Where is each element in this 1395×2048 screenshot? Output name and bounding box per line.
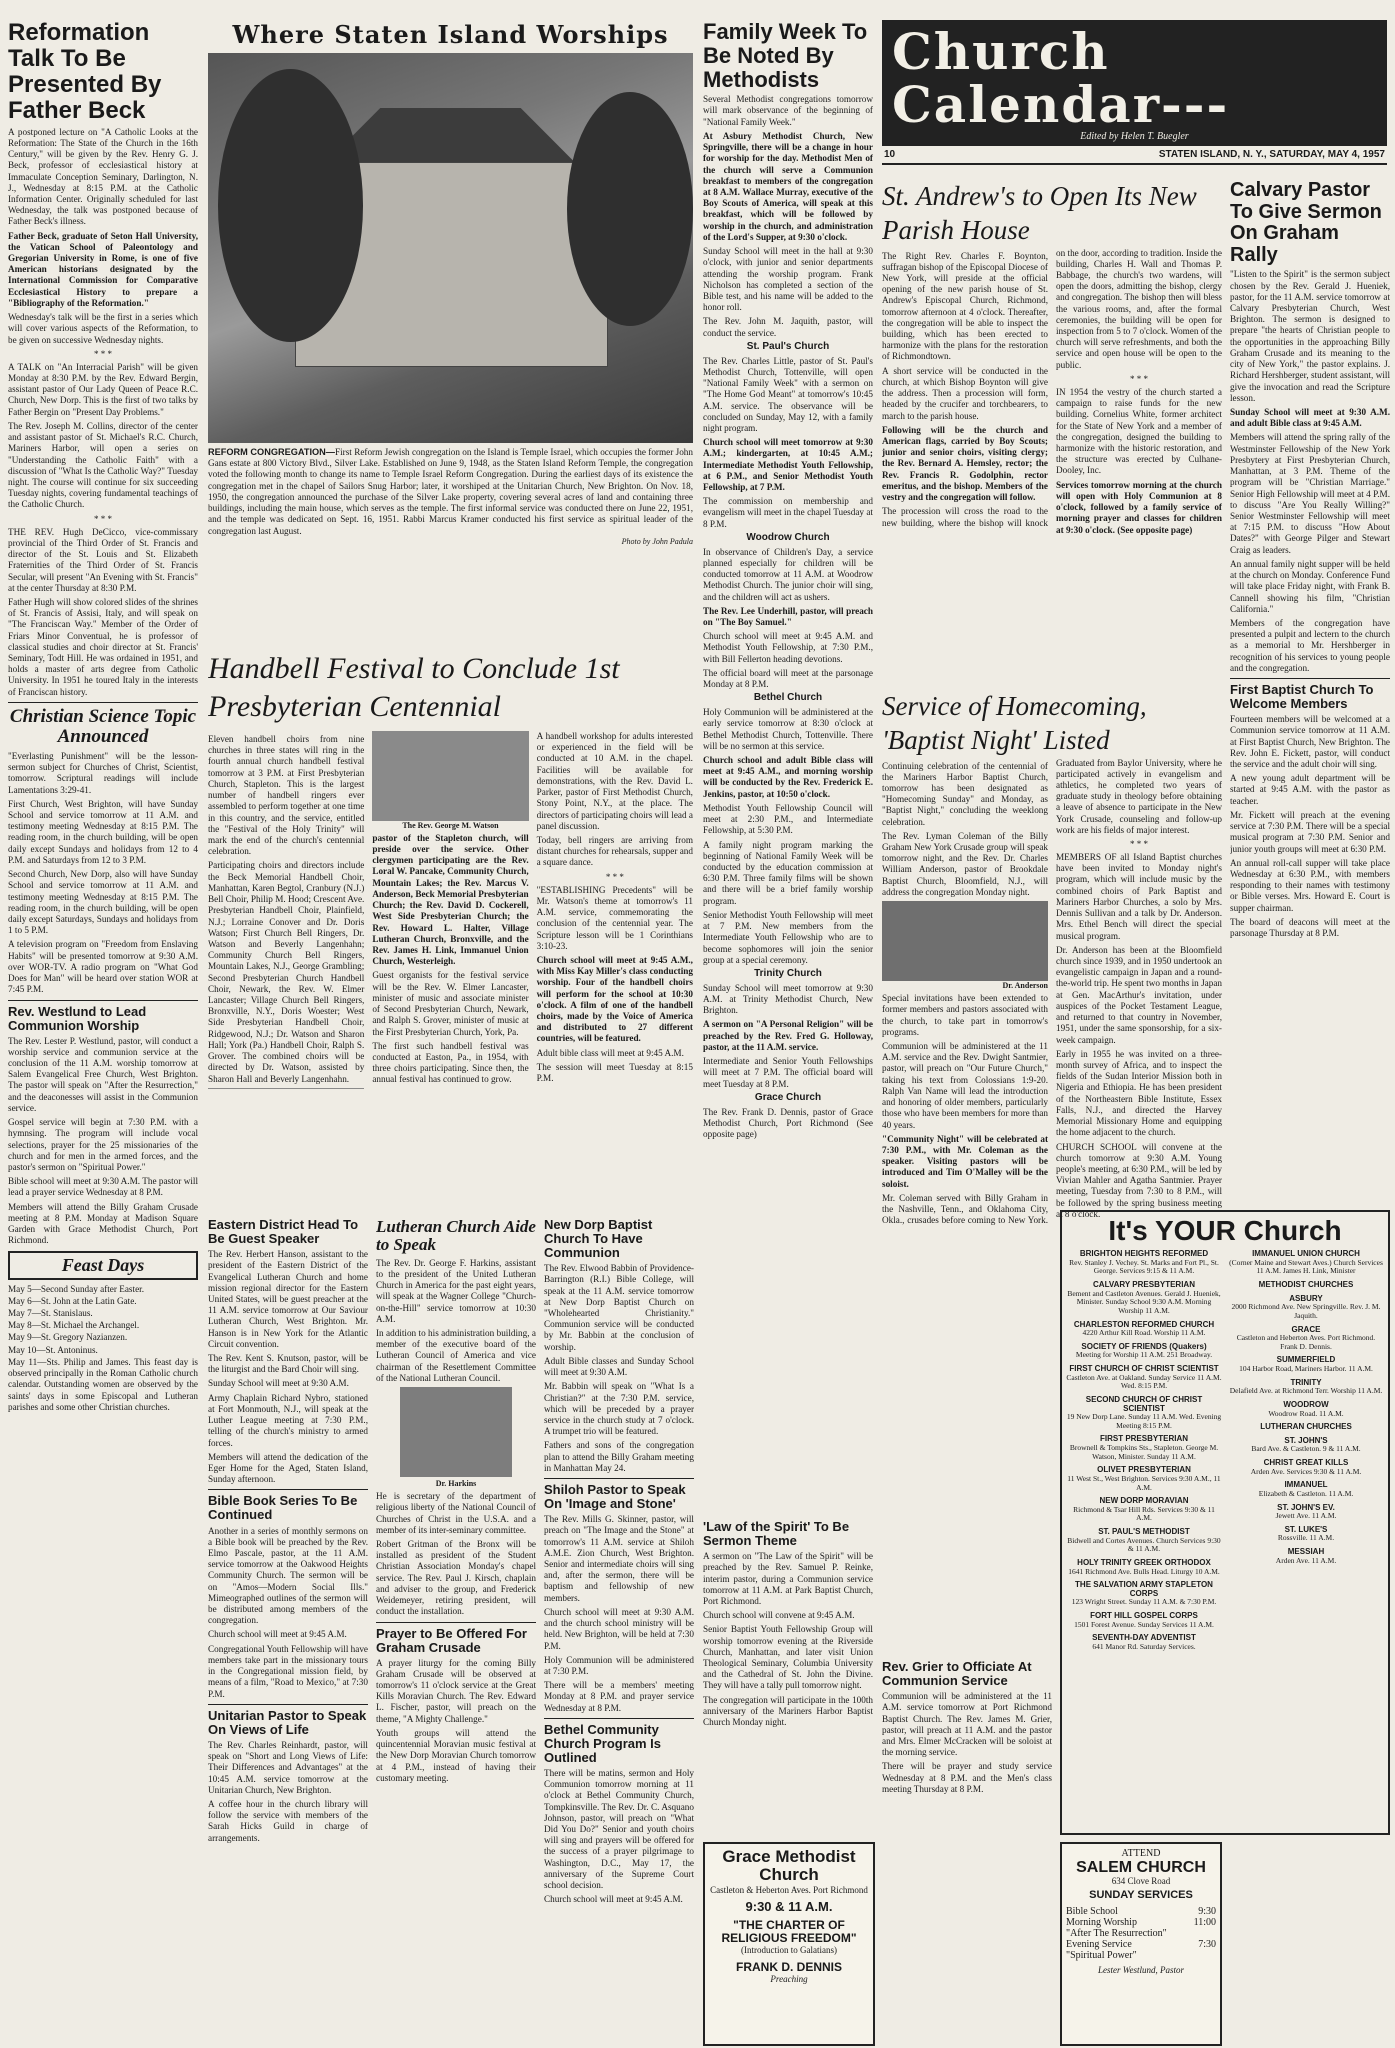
directory-entry-info: Bard Ave. & Castleton. 9 & 11 A.M. [1251,1444,1361,1454]
column-3-lower [376,1218,536,2038]
st-andrews-p2: A short service will be conducted in the church, at which Bishop Boynton will give the address. Then a procession will form, headed by the crucifer and torchbearers, to march to the parish house. [882,365,1048,421]
first-baptist-p4: An annual roll-call supper will take place Wednesday at 6:30 P.M., with members responding to their names with testimony or Bible verses. Mrs. Howard E. Court is supper chairman. [1230,857,1390,913]
salem-service-label: "Spiritual Power" [1066,1950,1137,1962]
st-andrews-p3: Following will be the church and American flags, carried by Boy Scouts; junior and senior choirs, visiting clergy; the Rev. Bernard A. Hemsley, rector; the Rev. Francis R. Godolphin, rector emeritus, and the bishop. Members of the vestry and the congregation will follow. [882,424,1048,503]
directory-entry-name: LUTHERAN CHURCHES [1260,1422,1352,1432]
handbell-story [208,650,693,1210]
homecoming-headline: Service of Homecoming, 'Baptist Night' Listed [882,691,1147,755]
directory-entry-info: Castleton Ave. at Oakland. Sunday Service 11 A.M. Wed. 8:15 P.M. [1066,1372,1222,1391]
shiloh-p3: Holy Communion will be administered at 7:30 P.M. [544,1654,694,1676]
feast-day-item: May 10—St. Antoninus. [8,1344,98,1355]
grier-headline: Rev. Grier to Officiate At Communion Service [882,1660,1032,1689]
directory-left-list [1066,1250,1222,1656]
directory-entry-name: NEW DORP MORAVIAN [1099,1496,1189,1506]
family-week-p11: The official board will meet at the parsonage Monday at 8 P.M. [703,667,873,690]
divider [1230,678,1390,679]
calvary-p4: An annual family night supper will be held at the church on Monday. Conference Fund will take place Friday night, with Frank B. Cannell showing his film, "Christian California." [1230,558,1390,614]
harkins-portrait [400,1387,512,1477]
photo-caption-lead: REFORM CONGREGATION— [208,447,335,457]
divider [208,1489,368,1490]
directory-entry-name: IMMANUEL [1284,1480,1328,1490]
st-andrews-p4: The procession will cross the road to the new building, where the bishop will knock on the door, according to tradition. Inside the building, Charles H. Wall and Thomas P. Babbage, the church's two wardens, will open the doors, admitting the bishop, clergy and congregation. The bishop then will bless the various rooms, and, after the formal ceremonies, the building will be open for inspection from 5 to 7 o'clock. Women of the church will serve refreshments, and both the service and open house will be open to the public. [882,247,1222,528]
directory-entry [1228,1356,1384,1373]
grace-ad-sermon: "THE CHARTER OF RELIGIOUS FREEDOM" [721,1917,857,1945]
column-2-lower [208,1218,368,2038]
directory-entry-name: CALVARY PRESBYTERIAN [1093,1280,1195,1290]
eastern-p5: Members will attend the dedication of the Eger Home for the Aged, Staten Island, Sunday afternoon. [208,1451,368,1485]
directory-entry-info: Woodrow Road. 11 A.M. [1268,1408,1344,1418]
handbell-p7: Today, bell ringers are arriving from distant churches for rehearsals, supper and a square dance. [536,834,693,868]
church-directory [1060,1210,1390,1835]
divider [8,1000,198,1001]
unitarian-p1: The Rev. Charles Reinhardt, pastor, will speak on "Short and Long Views of Life: Their Differences and Advantages" at the 10:45 A.M. service tomorrow at the Unitarian Church, New Brighton. [208,1739,368,1795]
salem-service-time: 7:30 [1198,1939,1216,1951]
reformation-p6: THE REV. Hugh DeCicco, vice-commissary provincial of the Third Order of St. Francis and director of the St. Louis and St. Elizabeth Fraternities of the Third Order of St. Francis Secular, will present "An Evening with St. Francis" at the center Thursday at 8:30 P.M. [8,526,198,593]
sub-st-pauls: St. Paul's Church [746,340,830,352]
directory-entry-name: IMMANUEL UNION CHURCH [1252,1249,1360,1259]
directory-entry [1228,1423,1384,1432]
bethel-p1: There will be matins, sermon and Holy Communion tomorrow morning at 11 o'clock at Bethel Community Church, Tompkinsville. The Rev. Dr. C. Asquano Johnson, pastor, will preach on "What Did You Do?" Senior and youth choirs will sing and prayers will be offered for the success of a prayer pilgrimage to Washington, D.C., May 17, the anniversary of the Supreme Court school decision. [544,1767,694,1891]
feast-days-headline: Feast Days [61,1254,145,1275]
directory-entry-name: BRIGHTON HEIGHTS REFORMED [1079,1249,1209,1259]
directory-entry [1066,1528,1222,1554]
westlund-p1: The Rev. Lester P. Westlund, pastor, will conduct a worship service and communion service at the conclusion of the 11 A.M. worship tomorrow at Salem Evangelical Free Church, West Brighton. The pastor will speak on "After the Resurrection," and the deaconesses will assist in the Communion service. [8,1035,198,1113]
directory-entry [1066,1281,1222,1316]
law-of-spirit-p2: Church school will convene at 9:45 A.M. [703,1610,855,1621]
salem-service-row [1066,1928,1216,1939]
eastern-p2: The Rev. Kent S. Knutson, pastor, will be the liturgist and the Bard Choir will sing. [208,1353,368,1375]
salem-pastor: Lester Westlund, Pastor [1098,1965,1184,1976]
grace-ad-name: Grace Methodist Church [722,1847,856,1885]
tree [567,92,693,326]
salem-service-time: 11:00 [1193,1917,1216,1929]
bible-book-headline: Bible Book Series To Be Continued [208,1493,358,1523]
prayer-crusade-headline: Prayer to Be Offered For Graham Crusade [376,1625,527,1655]
lutheran-p1: The Rev. Dr. George F. Harkins, assistant to the president of the United Lutheran Church in America for the past eight years, will speak at the Wagner College "Church-on-the-Hill" service tomorrow at 10:30 A.M. [376,1257,536,1324]
homecoming-body [882,758,1222,1227]
directory-entry [1228,1548,1384,1565]
calvary-headline: Calvary Pastor To Give Sermon On Graham Rally [1230,180,1382,266]
directory-entry-name: TRINITY [1290,1377,1322,1387]
family-week-p19: Intermediate and Senior Youth Fellowships will meet at 7 P.M. The official board will meet Tuesday at 8 P.M. [703,1056,873,1089]
anderson-portrait [882,901,1048,981]
directory-entry-info: Rev. Stanley J. Vechey. St. Marks and Fort Pl., St. George. Services 9:15 & 11 A.M. [1069,1257,1219,1276]
salem-service-time: 9:30 [1198,1906,1216,1918]
directory-entry [1066,1466,1222,1492]
directory-entry [1228,1295,1384,1321]
law-of-spirit-p4: The congregation will participate in the 100th anniversary of the Mariners Harbor Baptist Church Monday night. [703,1694,873,1728]
eastern-p4: Army Chaplain Richard Nybro, stationed at Fort Monmouth, N.J., will speak at the Luther League meeting at 7:30 P.M., telling of the church's ministry to armed forces. [208,1392,368,1448]
bethel-headline: Bethel Community Church Program Is Outlined [544,1721,662,1765]
temple-israel-photo [208,53,693,443]
family-week-headline: Family Week To Be Noted By Methodists [703,20,868,92]
handbell-body [208,731,693,1088]
directory-entry-name: CHRIST GREAT KILLS [1263,1458,1349,1468]
family-week-p13: Church school and adult Bible class will meet at 9:45 A.M., and morning worship will be conducted by the Rev. Frederick E. Jenkins, pastor, at 10:50 o'clock. [703,755,873,799]
directory-entry-info: Rossville. 11 A.M. [1277,1533,1335,1543]
st-andrews-p5: IN 1954 the vestry of the church started a campaign to raise funds for the new building. Cornelius White, former architect for the State of New York and a member of the congregation, designed the building to harmonize with the historic restoration, and the structure was erected by Culhane-Dooley, Inc. [1056,386,1222,476]
directory-entry-name: FIRST CHURCH OF CHRIST SCIENTIST [1069,1364,1219,1374]
eastern-p3: Sunday School will meet at 9:30 A.M. [208,1378,349,1389]
prayer-crusade-p1: A prayer liturgy for the coming Billy Graham Crusade will be observed at tomorrow's 11 o'clock service at the Great Kills Moravian Church. The Rev. Edward L. Fischer, pastor, will preach on the theme, "A Mighty Challenge." [376,1657,536,1724]
christian-science-p2: First Church, West Brighton, will have Sunday School and service tomorrow at 11 A.M. and testimony meeting Wednesday at 8:15 P.M. The reading room, in the church building, will be open daily except Sundays and holidays from 12 to 4 P.M. and Saturdays from 12 to 3 P.M. [8,798,198,865]
separator: * * * [1130,373,1148,384]
directory-entry [1066,1497,1222,1523]
directory-entry-info: 641 Manor Rd. Saturday Services. [1092,1641,1196,1651]
photo-caption [208,447,693,537]
shiloh-p2: Church school will meet at 9:30 A.M. and the church school ministry will be held. New Brighton, will be held at 7:30 P.M. [544,1606,694,1651]
handbell-p10: Adult bible class will meet at 9:45 A.M. [536,1047,684,1058]
photo-caption-text: First Reform Jewish congregation on the Island is Temple Israel, which occupies the former John Gans estate at 800 Victory Blvd., Silver Lake. Established on June 9, 1948, as the Staten Island Reform Temple, the congregation voted the following month to change its name to Temple Israel Reform Congregation. During the earliest days of its existence the congregation met in the chapel of Sailors Snug Harbor; later, it worshiped at the Unitarian Church, New Brighton. On Nov. 18, 1950, the congregation announced the purchase of the Silver Lake property, covering several acres of land and containing three buildings, including the main house, which serves as the temple. The first informal service was conducted there on June 22, 1951, and the temple was dedicated on Sept. 16, 1951. Rabbi Marcus Kramer conducted his first service as spiritual leader of the congregation last August. [208,447,693,536]
directory-entry-info: Arden Ave. Services 9:30 & 11 A.M. [1250,1466,1362,1476]
handbell-p6: A handbell workshop for adults interested or experienced in the field will be conducted at 10 A.M. in the chapel. Facilities will be available for demonstrations, with the Rev. David L. Parker, pastor of First Methodist Church, Stony Point, N.Y., at the place. The directors of participating choirs will lead a panel discussion. [536,731,693,831]
salem-service-list [1066,1906,1216,1961]
divider [8,702,198,703]
directory-entry [1066,1250,1222,1276]
homecoming-p4: Communion will be administered at the 11 A.M. service and the Rev. Dwight Santmier, pastor, will preach on "Our Future Church," taking his text from Colossians 1:9-20. Ralph Van Name will lead the introduction and honoring of older members, particularly those who have been members for more than 40 years. [882,1041,1048,1130]
salem-name: SALEM CHURCH [1076,1859,1206,1876]
column-4-lower [544,1218,694,2038]
homecoming-p9: Early in 1955 he was invited on a three-month survey of Africa, and to inspect the fields of the Sudan Interior Mission both in Nigeria and Ethiopia. He has been president of the Northeastern Bible Institute, Essex Falls, N.J., and directed the Harvey Memorial Missionary Home and equipping the home adjacent to the church. [1056,1048,1222,1138]
westlund-headline: Rev. Westlund to Lead Communion Worship [8,1003,147,1033]
family-week-p10: Church school will meet at 9:45 A.M. and Methodist Youth Fellowship, at 7:30 P.M., with Bill Fellerton heading devotions. [703,631,873,664]
lutheran-p3: He is secretary of the department of religious liberty of the National Council of Churches of Christ in the U.S.A. and a member of its inter-seminary committee. [376,1491,536,1535]
handbell-p3: pastor of the Stapleton church, will preside over the service. Other clergymen participating are the Rev. Loral W. Pancake, Community Church, Mountain Lakes; the Rev. Marcus V. Anderson, Beck Memorial Presbyterian Church; the Rev. David D. Cockerell, West Side Presbyterian Church; the Rev. Howard L. Halter, Village Lutheran Church, Bronxville, and the Rev. James H. Link, Immanuel Union Church, Westerleigh. [372,832,529,967]
homecoming-p8: Dr. Anderson has been at the Bloomfield church since 1939, and in 1950 undertook an evangelistic campaign in Japan and a round-the-world trip. He spent two months in Japan at Gen. MacArthur's invitation, under auspices of the Pocket Testament League, and returned to that country in November, 1951, under the same sponsorship, for a six-week campaign. [1056,944,1222,1045]
law-of-spirit-p3: Senior Baptist Youth Fellowship Group will worship tomorrow evening at the Riverside Church, Manhattan, and later visit Union Theological Seminary, Columbia University and the Cathedral of St. John the Divine. They will have a tally pull tomorrow night. [703,1624,873,1691]
directory-entry-info: Jewett Ave. 11 A.M. [1275,1511,1337,1521]
directory-entry [1228,1459,1384,1476]
st-andrews-p6: Services tomorrow morning at the church will open with Holy Communion at 8 o'clock, followed by a family service of morning prayer and classes for children at 9:30 o'clock. (See opposite page) [1056,479,1222,535]
masthead-editor: Edited by Helen T. Buegler [1080,131,1189,142]
column-left [8,20,198,2042]
photo-credit: Photo by John Padula [621,536,693,546]
salem-service-label: Morning Worship [1066,1917,1137,1929]
handbell-p8: "ESTABLISHING Precedents" will be Mr. Watson's theme at tomorrow's 11 A.M. service, commemorating the conclusion of the centennial year. The Scripture lesson will be 1 Corinthians 3:10-23. [536,884,693,951]
lutheran-p2: In addition to his administration building, a member of the executive board of the Lutheran Council of America and vice chairman of the Resettlement Committee of the National Lutheran Council. [376,1328,536,1383]
lutheran-p4: Robert Gritman of the Bronx will be installed as president of the Student Christian Association Monday's chapel service. The Rev. Paul J. Kirsch, chaplain and adviser to the group, and Frederick Weidemeyer, retiring president, will conduct the installation. [376,1539,536,1617]
reformation-p4: A TALK on "An Interracial Parish" will be given Monday at 8:30 P.M. by the Rev. Edward Bergin, assistant pastor of Our Lady Queen of Peace R.C. Church, New Dorp. This is the first of two talks by Father Bergin on "Present Day Problems." [8,361,198,417]
homecoming-story [882,690,1222,1255]
directory-right-list [1228,1250,1384,1656]
law-of-spirit-headline: 'Law of the Spirit' To Be Sermon Theme [703,1520,850,1549]
shiloh-p4: There will be a members' meeting Monday at 8 P.M. and prayer service Wednesday at 8 P.M. [544,1680,694,1713]
family-week-p15: A family night program marking the beginning of National Family Week will be conducted by the education commission at 6:30 P.M. Three family films will be shown and there will be a brief family worship program. [703,839,873,906]
directory-entry-info: Castleton and Heberton Aves. Port Richmond. Frank D. Dennis. [1236,1333,1376,1351]
christian-science-headline: Christian Science Topic Announced [9,705,197,748]
family-week-p9: The Rev. Lee Underhill, pastor, will preach on "The Boy Samuel." [703,605,873,628]
directory-entry [1228,1326,1384,1352]
grace-ad-sermon-note: (Introduction to Galatians) [741,1944,837,1955]
homecoming-p5: "Community Night" will be celebrated at 7:30 P.M., with Mr. Coleman as the speaker. Visiting pastors will be introduced and Tim O'Malley will be the soloist. [882,1133,1048,1189]
first-baptist-p2: A new young adult department will be started at 9:45 A.M. with the pastor as teacher. [1230,773,1390,806]
family-week-p7: The commission on membership and evangelism will meet in the chapel Tuesday at 8 P.M. [703,496,873,529]
law-of-spirit-story [703,1520,873,1820]
grace-methodist-ad [703,1842,875,2046]
directory-entry-info: Richmond & Tsar Hill Rds. Services 9:30 & 11 A.M. [1073,1504,1215,1523]
new-dorp-baptist-p3: Mr. Babbin will speak on "What Is a Christian?" at the 7:30 P.M. service, which will be preceded by a prayer service in the church study at 7 o'clock. A trumpet trio will be featured. [544,1381,694,1437]
directory-entry-info: 104 Harbor Road, Mariners Harbor. 11 A.M. [1239,1364,1373,1374]
directory-entry-info: 2000 Richmond Ave. New Springville. Rev. J. M. Jaquith. [1231,1302,1381,1320]
reformation-p7: Father Hugh will show colored slides of the shrines of St. Francis of Assisi, Italy, and will speak on "The Franciscan Way." Member of the Order of Friars Minor Conventual, he is professor of classical studies and choir director at St. Francis' Seminary, Todt Hill. He was ordained in 1951, and holds a master of arts degree from Catholic University. In 1951 he toured Italy in the interests of Franciscan history. [8,596,198,697]
bible-book-p1: Another in a series of monthly sermons on a Bible book will be preached by the Rev. Elmo Pascale, pastor, at the 11 A.M. service tomorrow at the Oakwood Heights Community Church. The sermon will be on "Amos—Modern Social Ills." Mimeographed outlines of the sermon will be distributed among members of the congregation. [208,1525,368,1626]
salem-service-label: Bible School [1066,1906,1118,1918]
divider [544,1718,694,1719]
grace-ad-address: Castleton & Heberton Aves. Port Richmond [710,1884,868,1895]
reformation-p2: Father Beck, graduate of Seton Hall University, the Vatican School of Paleontology and Gregorian University in Rome, is one of five American historians designated by the International Commission for Comparative Ecclesiastical History to prepare a "Bibliography of the Reformation." [8,230,198,308]
sub-woodrow: Woodrow Church [746,531,830,543]
directory-entry [1228,1526,1384,1543]
divider [544,1478,694,1479]
new-dorp-baptist-headline: New Dorp Baptist Church To Have Communion [544,1218,653,1261]
directory-entry-info: (Corner Maine and Stewart Aves.) Church Services 11 A.M. James H. Link, Minister [1229,1257,1383,1276]
directory-entry-info: Delafield Ave. at Richmond Terr. Worship 11 A.M. [1229,1386,1383,1396]
directory-entry-name: WOODROW [1283,1399,1329,1409]
directory-entry [1228,1437,1384,1454]
directory-entry-info: 1501 Forest Avenue. Sunday Services 11 A.M. [1074,1619,1214,1629]
unitarian-headline: Unitarian Pastor to Speak On Views of Life [208,1707,367,1737]
family-week-p6: Church school will meet tomorrow at 9:30 A.M.; kindergarten, at 10:45 A.M.; Intermediate Methodist Youth Fellowship, at 6 P.M., and Senior Methodist Youth Fellowship, at 7 P.M. [703,437,873,493]
masthead [882,20,1387,190]
salem-service-label: "After The Resurrection" [1066,1928,1167,1940]
christian-science-p4: A television program on "Freedom from Enslaving Habits" will be presented tomorrow at 9:30 A.M. over WOR-TV. A radio program on "What God Does for Man" will be heard over station WOR at 7:45 P.M. [8,939,198,995]
handbell-p9: Church school will meet at 9:45 A.M., with Miss Kay Miller's class conducting worship. Four of the handbell choirs will perform for the school at 10:30 o'clock. A film of one of the handbell choirs, made by the Voice of America and distributed to 27 different countries, will be featured. [536,954,693,1044]
first-baptist-p5: The board of deacons will meet at the parsonage Thursday at 8 P.M. [1230,916,1390,939]
homecoming-p6: Mr. Coleman served with Billy Graham in the Nashville, Tenn., and Oklahoma City, Okla., crusades before coming to New York. Graduated from Baylor University, where he participated actively in evangelism and athletics, he completed two years of graduate study in theology before obtaining a leave of absence to participate in the New York Crusade, counseling and follow-up work are his fields of major interest. [882,757,1222,1226]
directory-entry-info: Meeting for Worship 11 A.M. 251 Broadway. [1075,1350,1213,1360]
directory-entry-info: 123 Wright Street. Sunday 11 A.M. & 7:30 P.M. [1071,1597,1217,1607]
christian-science-p3: Second Church, New Dorp, also will have Sunday School and service tomorrow at 11 A.M. and testimony meeting Wednesday at 8:15 P.M. The reading room, in the church building, will be open daily except Saturdays, Sundays and holidays from 1 to 5 P.M. [8,869,198,936]
calvary-p5: Members of the congregation have presented a pulpit and lectern to the church as a memorial to Mr. Hershberger in recognition of his services to young people and the congregation. [1230,617,1390,673]
westlund-p3: Bible school will meet at 9:30 A.M. The pastor will lead a prayer service Wednesday at 8 P.M. [8,1176,198,1198]
anderson-caption: Dr. Anderson [1002,981,1048,991]
page-number: 10 [884,149,896,160]
reformation-p5: The Rev. Joseph M. Collins, director of the center and assistant pastor of St. Michael's R.C. Church, Mariners Harbor, will open a series on "Understanding the Catholic Faith" with a discussion of "What Is the Catholic Way?" Tuesday night. The course will continue for six succeeding Tuesday nights, covering fundamental teachings of the Catholic Church. [8,420,198,510]
directory-entry-name: GRACE [1291,1324,1321,1334]
directory-entry-name: SOCIETY OF FRIENDS (Quakers) [1081,1341,1207,1351]
directory-entry-name: MESSIAH [1287,1547,1325,1557]
watson-caption: The Rev. George M. Watson [402,820,499,830]
directory-entry [1066,1435,1222,1461]
reformation-p3: Wednesday's talk will be the first in a series which will cover various aspects of the Reformation, to be given on successive Wednesday nights. [8,312,198,345]
family-week-p20: The Rev. Frank D. Dennis, pastor of Grace Methodist Church, Port Richmond (See opposite page) [703,1106,873,1139]
sub-grace: Grace Church [754,1091,822,1103]
directory-entry-info: 1641 Richmond Ave. Bulls Head. Liturgy 10 A.M. [1068,1566,1220,1576]
salem-service-row [1066,1939,1216,1950]
family-week-p18: A sermon on "A Personal Religion" will be preached by the Rev. Fred G. Holloway, pastor, at the 11 A.M. service. [703,1019,873,1052]
handbell-headline: Handbell Festival to Conclude 1st Presbyterian Centennial [208,652,620,723]
directory-entry [1228,1250,1384,1276]
feast-days-box [8,1251,198,1280]
separator: * * * [605,871,624,882]
directory-entry-info: Bidwell and Cortes Avenues. Church Services 9:30 & 11 A.M. [1067,1535,1221,1554]
directory-entry-name: SECOND CHURCH OF CHRIST SCIENTIST [1085,1394,1203,1413]
grace-ad-preacher-role: Preaching [770,1973,808,1984]
first-baptist-p1: Fourteen members will be welcomed at a Communion service tomorrow at 11 A.M. at First Baptist Church, New Brighton. The Rev. John E. Fickett, pastor, will conduct the service and the adult choir will sing. [1230,714,1390,769]
masthead-banner [882,20,1387,146]
directory-entry-info: Bement and Castleton Avenues. Gerald J. Hueniek, Minister. Sunday School 9:30 A.M. Morning Worship 11 A.M. [1067,1288,1221,1315]
new-dorp-baptist-p4: Fathers and sons of the congregation plan to attend the Billy Graham meeting in Manhattan May 24. [544,1440,694,1473]
directory-entry-name: ST. LUKE'S [1284,1524,1328,1534]
directory-entry-info: Brownell & Tompkins Sts., Stapleton. George M. Watson, Minister. Sunday 11 A.M. [1069,1443,1219,1461]
feast-day-item: May 11—Sts. Philip and James. This feast day is observed principally in the Roman Catholic church calendar. Outstanding women are observed by the saints' days in some Episcopal and Lutheran parishes and some other Christian churches. [8,1356,198,1412]
grier-p1: Communion will be administered at the 11 A.M. service tomorrow at Port Richmond Baptist Church. The Rev. James M. Grier, pastor, will preach at 11 A.M. and the pastor and Mrs. Elmer McCracken will be soloist at the morning service. [882,1691,1052,1758]
grace-ad-preacher: FRANK D. DENNIS [735,1959,842,1974]
bible-book-p3: Congregational Youth Fellowship will have members take part in the missionary tours in the Congregational mission field, by means of a film, "Road to Mexico," at 7:30 P.M. [208,1643,368,1699]
tree [218,69,364,342]
directory-entry [1228,1281,1384,1290]
family-week-p5: The Rev. Charles Little, pastor of St. Paul's Methodist Church, Tottenville, will open "National Family Week" with a sermon on "The Home God Meant" at tomorrow's 10:45 A.M. service. The observance will be concluded on Sunday, May 12, with a family night program. [703,355,873,433]
directory-entry-info: 11 West St., West Brighton. Services 9:30 A.M., 11 A.M. [1067,1473,1221,1492]
directory-entry [1066,1634,1222,1651]
first-baptist-headline: First Baptist Church To Welcome Members [1230,682,1374,712]
feast-day-item: May 7—St. Stanislaus. [8,1307,93,1318]
feast-day-item: May 9—St. Gregory Nazianzen. [8,1332,128,1343]
harkins-caption: Dr. Harkins [435,1479,477,1489]
directory-columns [1066,1250,1384,1656]
dateline: STATEN ISLAND, N. Y., SATURDAY, MAY 4, 1957 [1158,149,1385,160]
directory-entry-name: SUMMERFIELD [1276,1355,1336,1365]
family-week-p2: At Asbury Methodist Church, New Springville, there will be a change in hour for worship for the day. Methodist Men of the church will serve a Communion breakfast to members of the congregation at 8 A.M. Wallace Murray, executive of the Boy Scouts of America, will speak at this breakfast, which will be followed by worship in the church, and administration of the Lord's Supper, at 9:30 o'clock. [703,130,873,242]
directory-entry [1066,1559,1222,1576]
directory-entry [1066,1612,1222,1629]
salem-address: 634 Clove Road [1111,1876,1171,1887]
unitarian-p2: A coffee hour in the church library will follow the service with members of the Sarah Hicks Guild in charge of arrangements. [208,1798,368,1843]
directory-entry [1066,1581,1222,1607]
directory-entry-name: ASBURY [1289,1293,1323,1303]
st-andrews-p1: The Right Rev. Charles F. Boynton, suffragan bishop of the Episcopal Diocese of New York, will preside at the official opening of the new parish house of St. Andrew's Episcopal Church, Richmond, tomorrow afternoon at 4 o'clock. Thereafter, the congregation will be able to inspect the building, which has been erected to harmonize with the plans for the restoration of Richmondtown. [882,250,1048,362]
directory-title: It's YOUR Church [1108,1215,1342,1246]
separator: * * * [94,513,112,524]
family-week-p3: Sunday School will meet in the hall at 9:30 o'clock, with junior and senior departments attending the worship program. Frank Nicholson has completed a section of the Bible test, and his name will be added to the honor roll. [703,246,873,313]
directory-entry-name: ST. JOHN'S EV. [1277,1502,1335,1512]
handbell-p5: The first such handbell festival was conducted at Easton, Pa., in 1954, with three choirs participating. Since then, the annual festival has continued to grow. [372,1040,529,1085]
divider [376,1622,536,1623]
reformation-p1: A postponed lecture on "A Catholic Looks at the Reformation: The State of the Church in the 16th Century," will be given by the Rev. Henry G. J. Beck, professor of ecclesiastical history at Immaculate Conception Seminary, Darlington, N. J., Wednesday at 8:15 P.M. at the Catholic Information Center. Originally scheduled for last Wednesday, the talk was postponed because of Father Beck's illness. [8,126,198,227]
salem-service-row [1066,1917,1216,1928]
directory-entry [1066,1343,1222,1360]
directory-entry-name: FIRST PRESBYTERIAN [1099,1434,1188,1444]
family-week-p14: Methodist Youth Fellowship Council will meet at 2:30 P.M., and Intermediate Fellowship, at 5:30 P.M. [703,802,873,836]
directory-entry-info: 4220 Arthur Kill Road. Worship 11 A.M. [1082,1328,1206,1338]
directory-entry-name: OLIVET PRESBYTERIAN [1097,1465,1191,1475]
family-week-p16: Senior Methodist Youth Fellowship will meet at 7 P.M. New members from the Intermediate Youth Fellowship who are to become sophomores will join the senior group at a special ceremony. [703,909,873,965]
homecoming-p2: The Rev. Lyman Coleman of the Billy Graham New York Crusade group will speak tomorrow night, and the Rev. Dr. Charles William Anderson, pastor of Brookdale Baptist Church, Bloomfield, N.J., will address the congregation Monday night. [882,830,1048,897]
directory-entry-name: METHODIST CHURCHES [1258,1280,1354,1290]
homecoming-p3: Special invitations have been extended to former members and pastors associated with the church, to take part in tomorrow's programs. [882,993,1048,1037]
bethel-p2: Church school will meet at 9:45 A.M. [544,1894,683,1905]
salem-services-title: SUNDAY SERVICES [1089,1889,1193,1902]
calvary-p1: "Listen to the Spirit" is the sermon subject chosen by the Rev. Gerald J. Hueniek, pastor, for the 11 A.M. service tomorrow at Calvary Presbyterian Church, West Brighton. The sermon is designed to prepare "the hearts of Christian people to the opportunities in the approaching Billy Graham Crusade and its meaning to the city of New York," the pastor explains. J. Richard Hershberger, student assistant, will give the invocation and read the Scripture lesson. [1230,269,1390,403]
family-week-p12: Holy Communion will be administered at the early service tomorrow at 8:30 o'clock at Bethel Methodist Church, Tottenville. There will be no sermon at this service. [703,707,873,751]
westlund-p2: Gospel service will begin at 7:30 P.M. with a hymnsing. The program will include vocal selections, prayer for the 25 missionaries of the church and for men in the armed forces, and the pastor's sermon on "Spiritual Power." [8,1117,198,1172]
homecoming-p10: CHURCH SCHOOL will convene at the church tomorrow at 9:30 A.M. Young people's meeting, at 6:30 P.M., will be led by Vivian Mahler and Agatha Santmier. Prayer meeting, Tuesday from 7:30 to 8 P.M., will be followed by the spring business meeting at 8 o'clock. [1056,1141,1222,1219]
bible-book-p2: Church school will meet at 9:45 A.M. [208,1629,347,1640]
homecoming-p7: MEMBERS OF all Island Baptist churches have been invited to Monday night's program, which will include music by the combined choirs of Park Baptist and Mariners Harbor Churches, a solo by Mrs. Dennis Sullivan and a talk by Dr. Anderson. Mrs. Ethel Bench will direct the special musical program. [1056,852,1222,941]
directory-entry-name: HOLY TRINITY GREEK ORTHODOX [1077,1557,1211,1567]
salem-attend: ATTEND [1121,1848,1161,1859]
christian-science-p1: "Everlasting Punishment" will be the lesson-sermon subject for Churches of Christ, Scientist, tomorrow. Scriptural readings will include Lamentations 3:29-41. [8,750,198,795]
feast-days-list [8,1284,198,1413]
directory-entry-name: THE SALVATION ARMY STAPLETON CORPS [1075,1580,1213,1598]
grace-ad-times: 9:30 & 11 A.M. [745,1898,833,1914]
directory-entry [1066,1396,1222,1431]
calvary-p2: Sunday School will meet at 9:30 A.M. and adult Bible class at 9:45 A.M. [1230,407,1390,429]
st-andrews-headline: St. Andrew's to Open Its New Parish House [882,181,1197,245]
new-dorp-baptist-p1: The Rev. Elwood Babbin of Providence-Barrington (R.I.) Bible College, will speak at the 11 A.M. service tomorrow at New Dorp Baptist Church on "Wholehearted Christianity." Communion service will be conducted by Mr. Babbin at the conclusion of worship. [544,1263,694,1352]
separator: * * * [1130,839,1148,850]
directory-entry [1228,1481,1384,1498]
salem-service-label: Evening Service [1066,1939,1132,1951]
sub-bethel: Bethel Church [753,692,823,704]
feast-day-item: May 5—Second Sunday after Easter. [8,1283,144,1294]
directory-entry-name: SEVENTH-DAY ADVENTIST [1092,1633,1196,1643]
eastern-p1: The Rev. Herbert Hanson, assistant to the president of the Eastern District of the Evangelical Lutheran Church and home mission regional director for the Eastern United States, will be guest preacher at the 11 A.M. service tomorrow at Our Saviour Lutheran Church, West Brighton. Mr. Hanson is in New York for the Atlantic Circuit convention. [208,1249,368,1349]
directory-entry [1228,1379,1384,1396]
salem-service-row [1066,1950,1216,1961]
family-week-p17: Sunday School will meet tomorrow at 9:30 A.M. at Trinity Methodist Church, New Brighton. [703,982,873,1016]
shiloh-headline: Shiloh Pastor to Speak On 'Image and Stone' [544,1482,686,1512]
directory-entry [1066,1365,1222,1391]
new-dorp-baptist-p2: Adult Bible classes and Sunday School will meet at 9:30 A.M. [544,1355,694,1378]
photo-title: Where Staten Island Worships [232,20,669,49]
reformation-headline: Reformation Talk To Be Presented By Father Beck [8,20,162,124]
directory-entry-name: CHARLESTON REFORMED CHURCH [1073,1319,1215,1329]
salem-church-ad [1060,1842,1222,2046]
divider [208,1704,368,1705]
eastern-headline: Eastern District Head To Be Guest Speaker [208,1218,359,1247]
separator: * * * [94,348,112,359]
grier-p2: There will be prayer and study service Wednesday at 8 P.M. and the Men's class meeting Thursday at 8 P.M. [882,1761,1052,1794]
grier-story [882,1660,1052,2030]
family-week-p4: The Rev. John M. Jaquith, pastor, will conduct the service. [703,316,873,338]
homecoming-p1: Continuing celebration of the centennial of the Mariners Harbor Baptist Church, tomorrow has been designated as "Homecoming Sunday" and Monday, as "Baptist Night," concluding the weeklong celebration. [882,760,1048,827]
st-andrews-story [882,180,1222,700]
handbell-p4: Guest organists for the festival service will be the Rev. W. Elmer Lancaster, minister of music and associate minister of Second Presbyterian Church, Newark, and Ralph S. Grover, minister of music at the First Presbyterian Church, York, Pa. [372,970,529,1037]
handbell-p11: The session will meet Tuesday at 8:15 P.M. [536,1061,693,1084]
handbell-intro: Eleven handbell choirs from nine churches in three states will ring in the fourth annual church handbell festival tomorrow at 3 P.M. at First Presbyterian Church, Stapleton. This is the largest number of handbell ringers ever assembled to perform together at one time in this country, and the service, entitled the "Festival of the Holy Trinity" will mark the end of the church's centennial celebration. [208,734,365,857]
directory-entry-name: FORT HILL GOSPEL CORPS [1090,1611,1198,1621]
lutheran-headline: Lutheran Church Aide to Speak [376,1218,536,1255]
shiloh-p1: The Rev. Mills G. Skinner, pastor, will preach on "The Image and the Stone" at tomorrow's 11 A.M. service at Shiloh A.M.E. Zion Church, West Brighton. Senior and intermediate choirs will sing and, after the sermon, there will be baptism and fellowship of new members. [544,1514,694,1603]
feast-day-item: May 6—St. John at the Latin Gate. [8,1295,137,1306]
column-right [1230,180,1390,1080]
directory-entry [1228,1504,1384,1521]
law-of-spirit-p1: A sermon on "The Law of the Spirit" will be preached by the Rev. Samuel P. Reinke, interim pastor, during a Communion service tomorrow at 11 A.M. at Park Baptist Church, Port Richmond. [703,1551,873,1606]
directory-entry-name: ST. JOHN'S [1284,1435,1328,1445]
dateline-bar [882,146,1387,165]
westlund-p4: Members will attend the Billy Graham Crusade meeting at 8 P.M. Monday at Madison Square Garden with Grace Methodist Church, Port Richmond. [8,1201,198,1246]
directory-entry [1066,1321,1222,1338]
sub-trinity: Trinity Church [754,967,822,979]
family-week-p1: Several Methodist congregations tomorrow will mark observance of the beginning of "National Family Week." [703,94,873,127]
handbell-p2: Participating choirs and directors include the Beck Memorial Handbell Choir, Manhattan, Karen Begtol, Cranbury (N.J.) Bell Choir, Philip M. Hood; Crescent Ave. Presbyterian Handbell Choir, Plainfield, N.J.; Lorraine Conover and Dr. Doris Watson; First Church Bell Ringers, Dr. Watson and Beverly Langenhahn; Community Church Bell Ringers, Mountain Lakes, N.J., George Grambling; Second Presbyterian Church Handbell Choir, Newark, the Rev. W. Elmer Lancaster; Village Church Bell Ringers, Bronxville, N.Y., Doris Woester; West Side Presbyterian Handbell Choir, Ridgewood, N.J.; Dr. Watson and Sharon Hall; York (Pa.) Handbell Choir, Ralph S. Grover. The combined choirs will be directed by Dr. Watson, assisted by Sharon Hall and Beverly Langenhahn. [208,860,365,1084]
directory-entry-info: Arden Ave. 11 A.M. [1275,1555,1337,1565]
directory-entry-info: 19 New Dorp Lane. Sunday 11 A.M. Wed. Evening Meeting 8:15 P.M. [1066,1412,1222,1430]
directory-entry [1228,1401,1384,1418]
salem-service-row [1066,1906,1216,1917]
family-week-p8: In observance of Children's Day, a service planned especially for children will be conducted tomorrow at 11 A.M. at Woodrow Methodist Church. The junior choir will sing, and the children will act as ushers. [703,546,873,602]
calvary-p3: Members will attend the spring rally of the Westminster Fellowship of the New York Presbytery at First Presbyterian Church, Manhattan, at 3 P.M. Theme of the program will be "Christian Marriage." Senior High Fellowship will meet at 4 P.M. to discuss "Are You Really Willing?" Senior Westminster Fellowship will meet at 7:15 P.M. to discuss "How About Dates?" with George Pilger and Stewart Craig as leaders. [1230,432,1390,555]
masthead-title: Church Calendar--- [892,22,1230,134]
directory-entry-info: Elizabeth & Castleton. 11 A.M. [1258,1488,1354,1498]
directory-entry-name: ST. PAUL'S METHODIST [1098,1527,1190,1537]
first-baptist-p3: Mr. Fickett will preach at the evening service at 7:30 P.M. There will be a special musical program at 7:30 P.M. Senior and junior youth groups will meet at 6:30 P.M. [1230,809,1390,854]
prayer-crusade-p2: Youth groups will attend the quincentennial Moravian music festival at the New Dorp Moravian Church tomorrow at 4 P.M., instead of having their customary meeting. [376,1727,536,1783]
st-andrews-body [882,248,1222,536]
feast-day-item: May 8—St. Michael the Archangel. [8,1320,140,1331]
